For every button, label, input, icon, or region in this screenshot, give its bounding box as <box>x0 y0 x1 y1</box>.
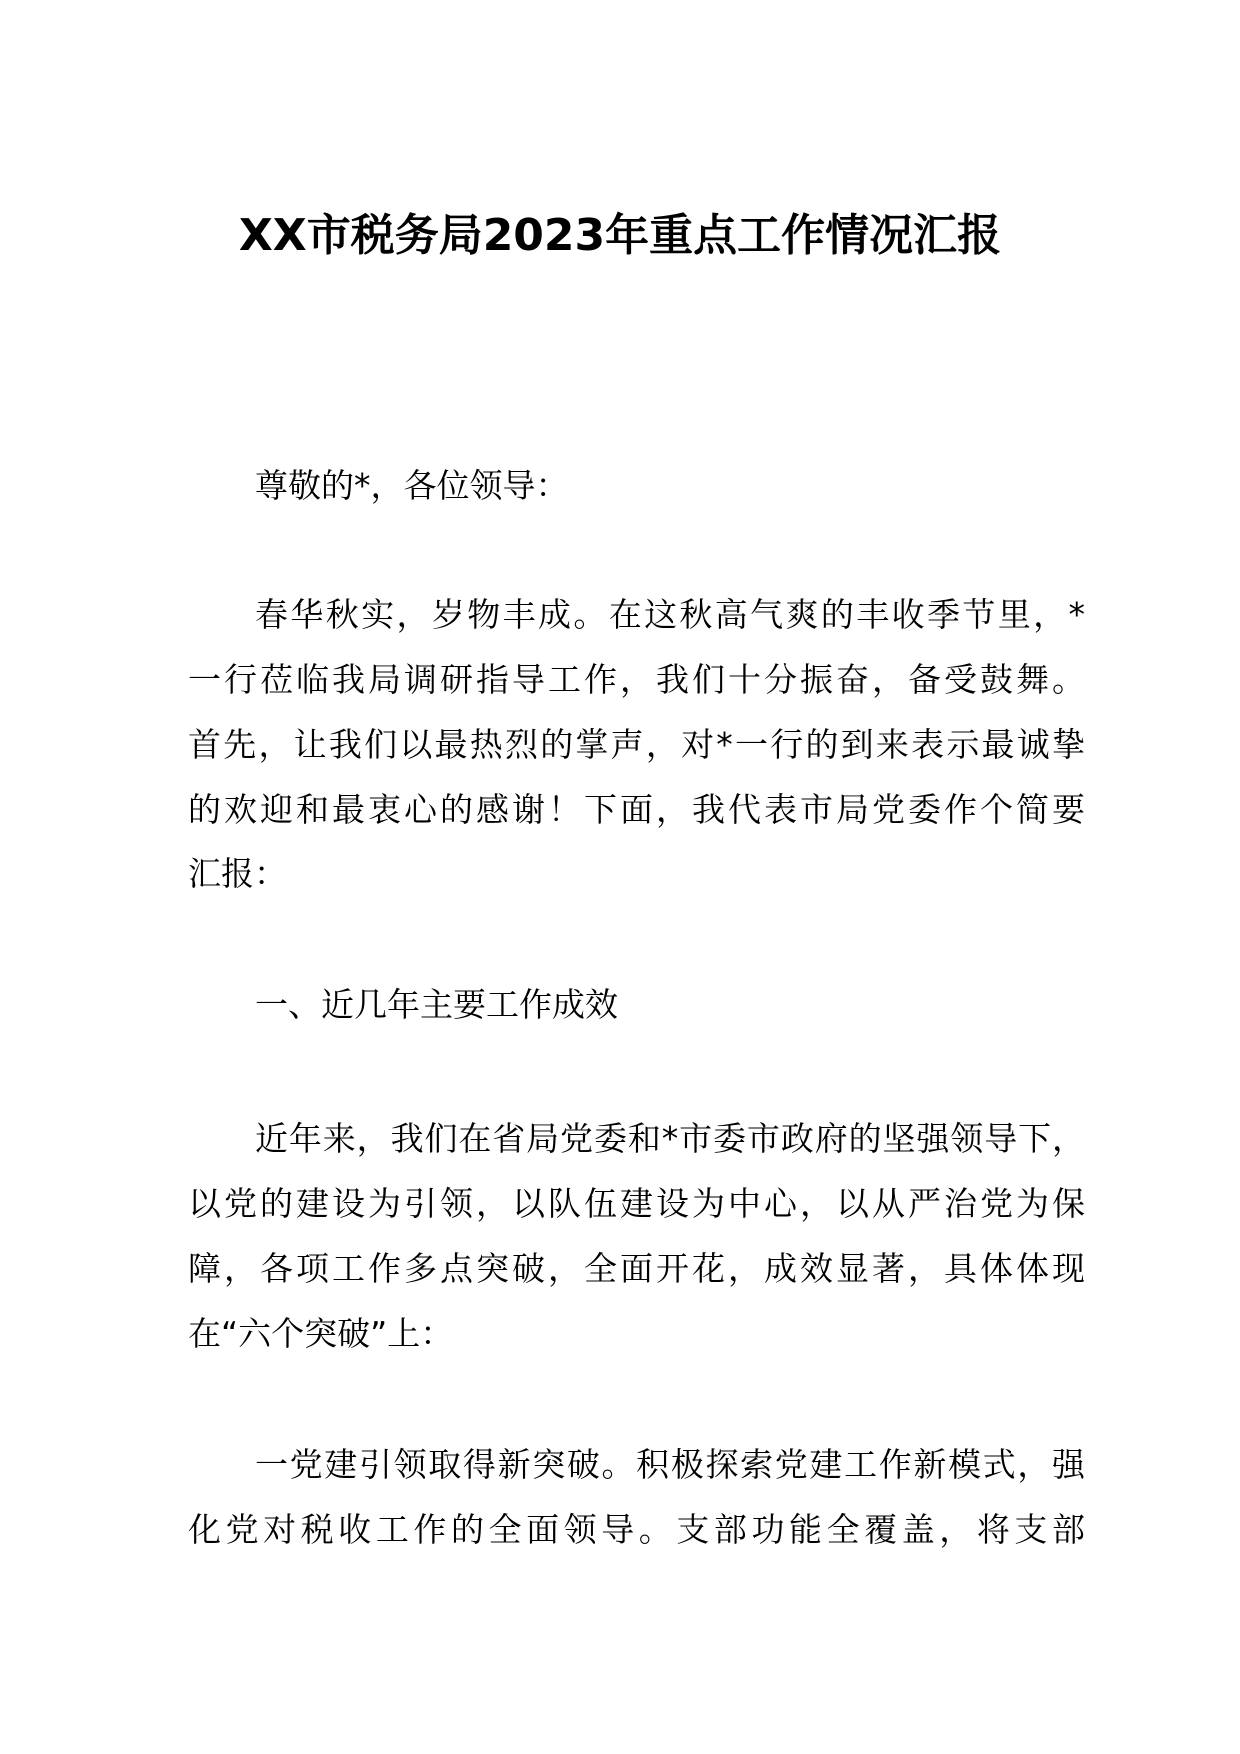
paragraph-line: 近年来，我们在省局党委和*市委市政府的坚强领导下， <box>255 1119 1085 1158</box>
paragraph-line: 一行莅临我局调研指导工作，我们十分振奋，备受鼓舞。 <box>188 660 1085 699</box>
document-title: XX市税务局2023年重点工作情况汇报 <box>238 210 1002 261</box>
greeting: 尊敬的*，各位领导： <box>255 466 569 505</box>
section-heading: 一、近几年主要工作成效 <box>255 985 618 1024</box>
paragraph-line: 的欢迎和最衷心的感谢！下面，我代表市局党委作个简要 <box>188 790 1085 829</box>
paragraph-line: 化党对税收工作的全面领导。支部功能全覆盖，将支部 <box>188 1510 1085 1549</box>
paragraph-line: 以党的建设为引领，以队伍建设为中心，以从严治党为保 <box>188 1184 1085 1223</box>
paragraph-line: 一党建引领取得新突破。积极探索党建工作新模式，强 <box>255 1445 1085 1484</box>
paragraph-line: 首先，让我们以最热烈的掌声，对*一行的到来表示最诚挚 <box>188 725 1085 764</box>
paragraph-line: 汇报： <box>188 854 287 893</box>
paragraph-line: 障，各项工作多点突破，全面开花，成效显著，具体体现 <box>188 1249 1085 1288</box>
paragraph-line: 春华秋实，岁物丰成。在这秋高气爽的丰收季节里，* <box>255 595 1085 634</box>
paragraph-line: 在“六个突破”上： <box>188 1314 454 1353</box>
